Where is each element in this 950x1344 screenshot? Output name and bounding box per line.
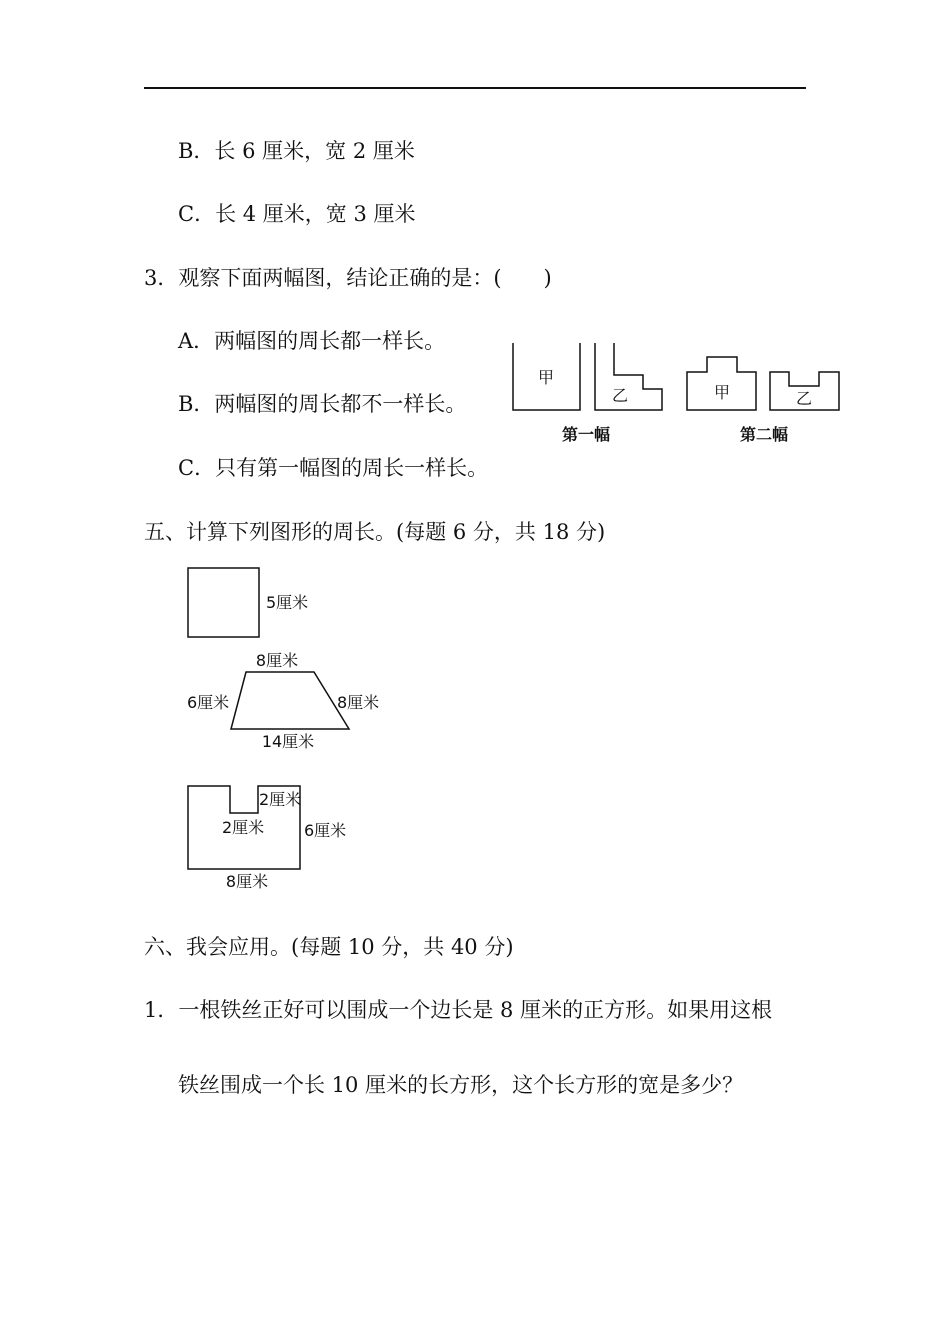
- s6-q1-line2: 铁丝围成一个长 10 厘米的长方形，这个长方形的宽是多少？: [178, 1073, 744, 1097]
- s5-square-side-label: 5厘米: [266, 593, 309, 612]
- s5-notch-depth-label: 2厘米: [259, 790, 302, 809]
- q3-fig2-yi-label: 乙: [795, 389, 813, 408]
- s5-trapezoid-shape: [231, 672, 349, 729]
- s5-square-shape: [188, 568, 259, 637]
- q3-option-a: A．两幅图的周长都一样长。: [178, 329, 446, 353]
- s5-trapezoid-right-label: 8厘米: [337, 693, 380, 712]
- q3-caption-2: 第二幅: [739, 425, 789, 444]
- q3-option-c: C．只有第一幅图的周长一样长。: [178, 456, 489, 480]
- s5-trapezoid-top-label: 8厘米: [255, 651, 299, 670]
- s6-q1-line1: 1．一根铁丝正好可以围成一个边长是 8 厘米的正方形。如果用这根: [144, 998, 773, 1022]
- s5-notched-bottom-label: 8厘米: [225, 872, 269, 891]
- q3-option-b: B．两幅图的周长都不一样长。: [178, 392, 467, 416]
- q3-fig1-jia-label: 甲: [537, 368, 555, 387]
- section5-heading: 五、计算下列图形的周长。(每题 6 分，共 18 分): [144, 520, 606, 544]
- section6-heading: 六、我会应用。(每题 10 分，共 40 分): [144, 935, 514, 959]
- q3-fig1-yi-shape: [595, 343, 662, 410]
- s5-trapezoid-bottom-label: 14厘米: [261, 732, 315, 751]
- q2-option-c: C．长 4 厘米，宽 3 厘米: [178, 202, 416, 226]
- s5-notched-height-label: 6厘米: [304, 821, 347, 840]
- s5-trapezoid-left-label: 6厘米: [187, 693, 230, 712]
- q2-option-b: B．长 6 厘米，宽 2 厘米: [178, 139, 415, 163]
- q3-caption-1: 第一幅: [561, 425, 611, 444]
- q3-question: 3．观察下面两幅图，结论正确的是：( ): [144, 266, 552, 290]
- q3-fig2-jia-label: 甲: [713, 383, 731, 402]
- s5-notch-width-label: 2厘米: [222, 818, 265, 837]
- q3-fig1-yi-label: 乙: [611, 386, 629, 405]
